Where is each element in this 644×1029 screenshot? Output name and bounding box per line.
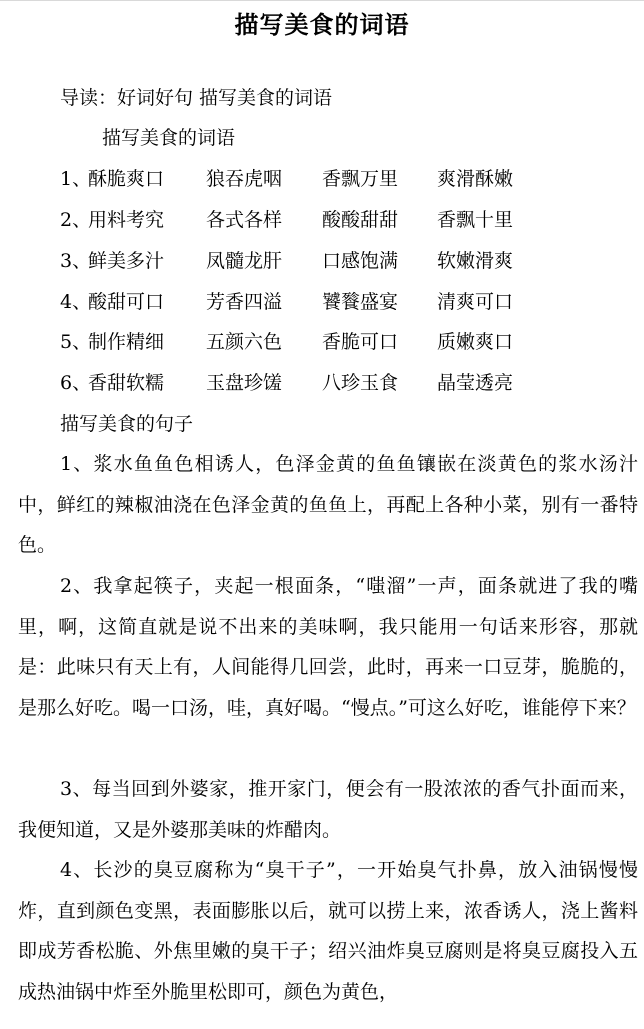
word: 香飘十里 [437, 209, 514, 231]
word: 狼吞虎咽 [206, 168, 283, 190]
word: 酥脆爽口 [88, 168, 165, 190]
page-top-border [0, 0, 644, 1]
row-number: 6、 [60, 372, 92, 394]
word: 质嫩爽口 [437, 331, 514, 353]
paragraph-4: 4、长沙的臭豆腐称为“臭干子”，一开始臭气扑鼻，放入油锅慢慢炸，直到颜色变黑，表面膨胀以后，就可以捞上来，浓香诱人，浇上酱料即成芳香松脆、外焦里嫩的臭干子；绍兴油炸臭豆腐则是将臭豆腐投入五成热油锅中炸至外脆里松即可，颜色为黄色， [18, 859, 638, 1003]
row-number: 4、 [60, 291, 92, 313]
word: 凤髓龙肝 [206, 250, 283, 272]
word: 爽滑酥嫩 [437, 168, 514, 190]
word: 口感饱满 [322, 250, 399, 272]
word: 鲜美多汁 [88, 250, 165, 272]
word: 香脆可口 [322, 331, 399, 353]
intro-line: 导读：好词好句 描写美食的词语 [60, 87, 333, 109]
row-number: 1、 [60, 168, 92, 190]
word: 五颜六色 [206, 331, 283, 353]
word: 玉盘珍馐 [206, 372, 283, 394]
row-number: 3、 [60, 250, 92, 272]
sentences-heading: 描写美食的句子 [60, 413, 194, 435]
word: 芳香四溢 [206, 291, 283, 313]
row-number: 5、 [60, 331, 92, 353]
words-heading: 描写美食的词语 [102, 127, 236, 149]
word: 制作精细 [88, 331, 165, 353]
word: 饕餮盛宴 [322, 291, 399, 313]
word: 清爽可口 [437, 291, 514, 313]
row-number: 2、 [60, 209, 92, 231]
word: 各式各样 [206, 209, 283, 231]
word: 晶莹透亮 [437, 372, 514, 394]
word: 八珍玉食 [322, 372, 399, 394]
paragraph-3: 3、每当回到外婆家，推开家门，便会有一股浓浓的香气扑面而来，我便知道，又是外婆那美味的炸醋肉。 [18, 778, 638, 841]
paragraph-2: 2、我拿起筷子，夹起一根面条，“嗤溜”一声，面条就进了我的嘴里，啊，这简直就是说不出来的美味啊，我只能用一句话来形容，那就是：此味只有天上有，人间能得几回尝，此时，再来一口豆芽，脆脆的，是那么好吃。喝一口汤，哇，真好喝。“慢点。”可这么好吃，谁能停下来？ [18, 575, 638, 719]
word: 香飘万里 [322, 168, 399, 190]
word: 用料考究 [88, 209, 165, 231]
document-title: 描写美食的词语 [234, 11, 410, 39]
word: 酸酸甜甜 [322, 209, 399, 231]
word: 香甜软糯 [88, 372, 165, 394]
word: 软嫩滑爽 [437, 250, 514, 272]
paragraph-1: 1、浆水鱼鱼色相诱人，色泽金黄的鱼鱼镶嵌在淡黄色的浆水汤汁中，鲜红的辣椒油浇在色泽金黄的鱼鱼上，再配上各种小菜，别有一番特色。 [18, 453, 638, 556]
word: 酸甜可口 [88, 291, 165, 313]
